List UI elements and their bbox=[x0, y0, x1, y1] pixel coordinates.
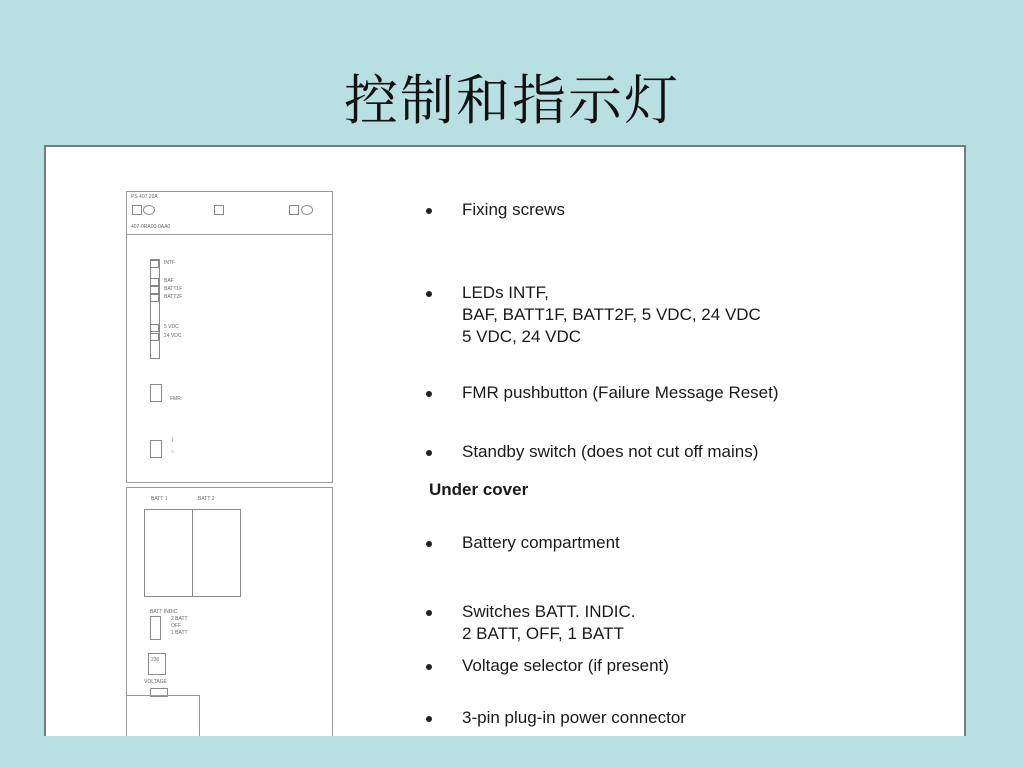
content-panel bbox=[44, 145, 966, 736]
batt-indic-label: BATT INDIC bbox=[150, 609, 178, 615]
bullet-icon bbox=[426, 391, 432, 397]
led-baf-icon bbox=[150, 278, 159, 286]
led-strip bbox=[150, 259, 160, 359]
led-label: INTF bbox=[164, 260, 176, 266]
batt-indic-switch-icon bbox=[150, 616, 161, 640]
fixing-screw-icon bbox=[301, 205, 313, 215]
bullet-icon bbox=[426, 291, 432, 297]
item-text: LEDs INTF, bbox=[462, 283, 549, 302]
voltage-caption: VOLTAGE bbox=[144, 679, 167, 685]
standby-on-icon: | bbox=[172, 437, 174, 443]
led-label: BATT2F bbox=[164, 294, 183, 300]
fixing-screw-icon bbox=[132, 205, 142, 215]
battery-label-1: BATT 1 bbox=[151, 496, 168, 502]
bullet-icon bbox=[426, 664, 432, 670]
led-label: BAF bbox=[164, 278, 174, 284]
batt-indic-option: 1 BATT bbox=[171, 630, 188, 636]
fixing-screw-icon bbox=[143, 205, 155, 215]
bullet-icon bbox=[426, 450, 432, 456]
module-model: PS 407 20A bbox=[131, 194, 158, 200]
fmr-label: FMR bbox=[170, 396, 181, 402]
connector-icon bbox=[214, 205, 224, 215]
item-text: Standby switch (does not cut off mains) bbox=[462, 442, 759, 461]
item-text: Switches BATT. INDIC. bbox=[462, 602, 636, 621]
item-text: 3-pin plug-in power connector bbox=[462, 708, 686, 727]
item-text: BAF, BATT1F, BATT2F, 5 VDC, 24 VDC bbox=[462, 305, 761, 324]
item-text: 5 VDC, 24 VDC bbox=[462, 327, 582, 346]
fmr-button-icon bbox=[150, 384, 162, 402]
led-label: BATT1F bbox=[164, 286, 183, 292]
voltage-value: 230 bbox=[151, 657, 160, 663]
led-batt2f-icon bbox=[150, 294, 159, 302]
item-text: 2 BATT, OFF, 1 BATT bbox=[462, 624, 624, 643]
battery-label-2: BATT 2 bbox=[198, 496, 215, 502]
power-supply-module-drawing bbox=[126, 191, 333, 736]
led-24vdc-icon bbox=[150, 333, 159, 341]
led-label: 5 VDC bbox=[164, 324, 179, 330]
battery-compartment-2 bbox=[192, 509, 241, 597]
battery-compartment-1 bbox=[144, 509, 193, 597]
module-order-no: 407-0RA00-0AA0 bbox=[131, 224, 171, 230]
slide-title: 控制和指示灯 bbox=[344, 69, 680, 132]
item-text: Voltage selector (if present) bbox=[462, 656, 669, 675]
item-text: Fixing screws bbox=[462, 200, 565, 219]
batt-indic-option: 2 BATT bbox=[171, 616, 188, 622]
led-intf-icon bbox=[150, 260, 159, 268]
bullet-icon bbox=[426, 610, 432, 616]
under-cover-heading: Under cover bbox=[429, 480, 529, 499]
standby-off-icon: ○ bbox=[171, 449, 175, 455]
batt-indic-option: OFF bbox=[171, 623, 181, 629]
led-5vdc-icon bbox=[150, 324, 159, 332]
led-batt1f-icon bbox=[150, 286, 159, 294]
module-bottom-frame bbox=[126, 695, 200, 736]
bullet-icon bbox=[426, 208, 432, 214]
bullet-icon bbox=[426, 716, 432, 722]
fixing-screw-icon bbox=[289, 205, 299, 215]
bullet-icon bbox=[426, 541, 432, 547]
led-label: 24 VDC bbox=[164, 333, 182, 339]
item-text: FMR pushbutton (Failure Message Reset) bbox=[462, 383, 779, 402]
item-text: Battery compartment bbox=[462, 533, 620, 552]
standby-switch-icon bbox=[150, 440, 162, 458]
